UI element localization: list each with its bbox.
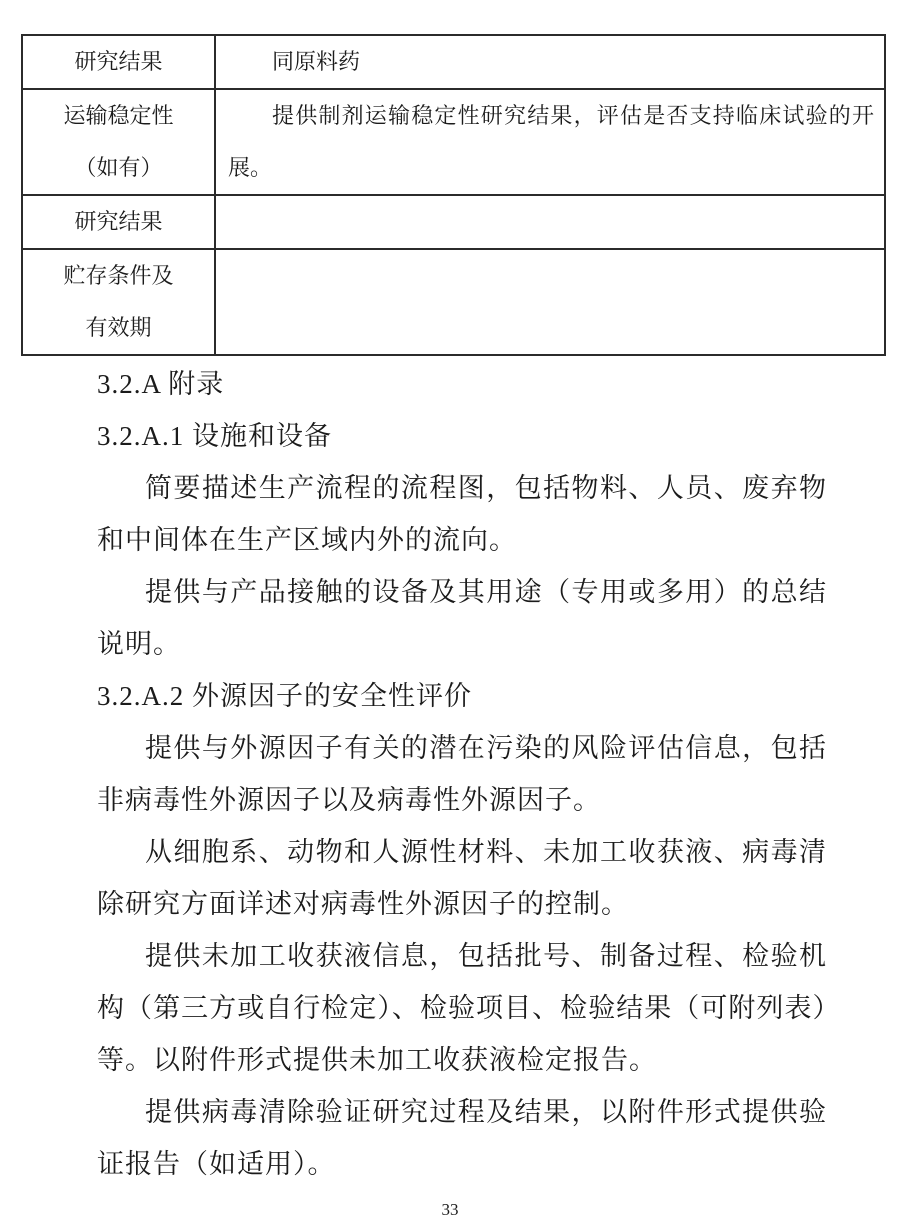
stability-summary-table bbox=[21, 34, 886, 356]
row-label-text: 贮存条件及 bbox=[63, 263, 174, 288]
page-number: 33 bbox=[441, 1200, 459, 1219]
table-row bbox=[22, 35, 885, 89]
paragraph: 提供病毒清除验证研究过程及结果，以附件形式提供验证报告（如适用）。 bbox=[97, 1097, 827, 1179]
row-label-text: 有效期 bbox=[85, 315, 152, 340]
row-content-cell bbox=[215, 89, 885, 195]
row-label-cell bbox=[22, 89, 215, 195]
row-label-cell bbox=[22, 249, 215, 355]
row-label-text: 研究结果 bbox=[74, 209, 163, 234]
paragraph: 从细胞系、动物和人源性材料、未加工收获液、病毒清除研究方面详述对病毒性外源因子的控制。 bbox=[97, 837, 827, 919]
body-text bbox=[97, 358, 827, 1190]
row-content-cell bbox=[215, 195, 885, 249]
table-row bbox=[22, 249, 885, 355]
row-content-cell bbox=[215, 35, 885, 89]
row-label-text: 研究结果 bbox=[74, 49, 163, 74]
table-row bbox=[22, 195, 885, 249]
row-content-text: 提供制剂运输稳定性研究结果，评估是否支持临床试验的开展。 bbox=[228, 103, 874, 180]
section-heading-appendix: 3.2.A 附录 bbox=[97, 369, 225, 399]
row-label-cell bbox=[22, 195, 215, 249]
row-content-cell bbox=[215, 249, 885, 355]
paragraph: 提供与产品接触的设备及其用途（专用或多用）的总结说明。 bbox=[97, 577, 827, 659]
paragraph: 简要描述生产流程的流程图，包括物料、人员、废弃物和中间体在生产区域内外的流向。 bbox=[97, 473, 827, 555]
row-label-text: （如有） bbox=[74, 155, 163, 180]
row-content-text: 同原料药 bbox=[272, 49, 361, 74]
row-label-text: 运输稳定性 bbox=[63, 103, 174, 128]
row-label-cell bbox=[22, 35, 215, 89]
section-heading-adventitious-agents: 3.2.A.2 外源因子的安全性评价 bbox=[97, 681, 472, 711]
table-row bbox=[22, 89, 885, 195]
section-heading-facilities: 3.2.A.1 设施和设备 bbox=[97, 421, 332, 451]
paragraph: 提供与外源因子有关的潜在污染的风险评估信息，包括非病毒性外源因子以及病毒性外源因子。 bbox=[97, 733, 827, 815]
paragraph: 提供未加工收获液信息，包括批号、制备过程、检验机构（第三方或自行检定）、检验项目、检验结果（可附列表）等。以附件形式提供未加工收获液检定报告。 bbox=[97, 941, 827, 1075]
